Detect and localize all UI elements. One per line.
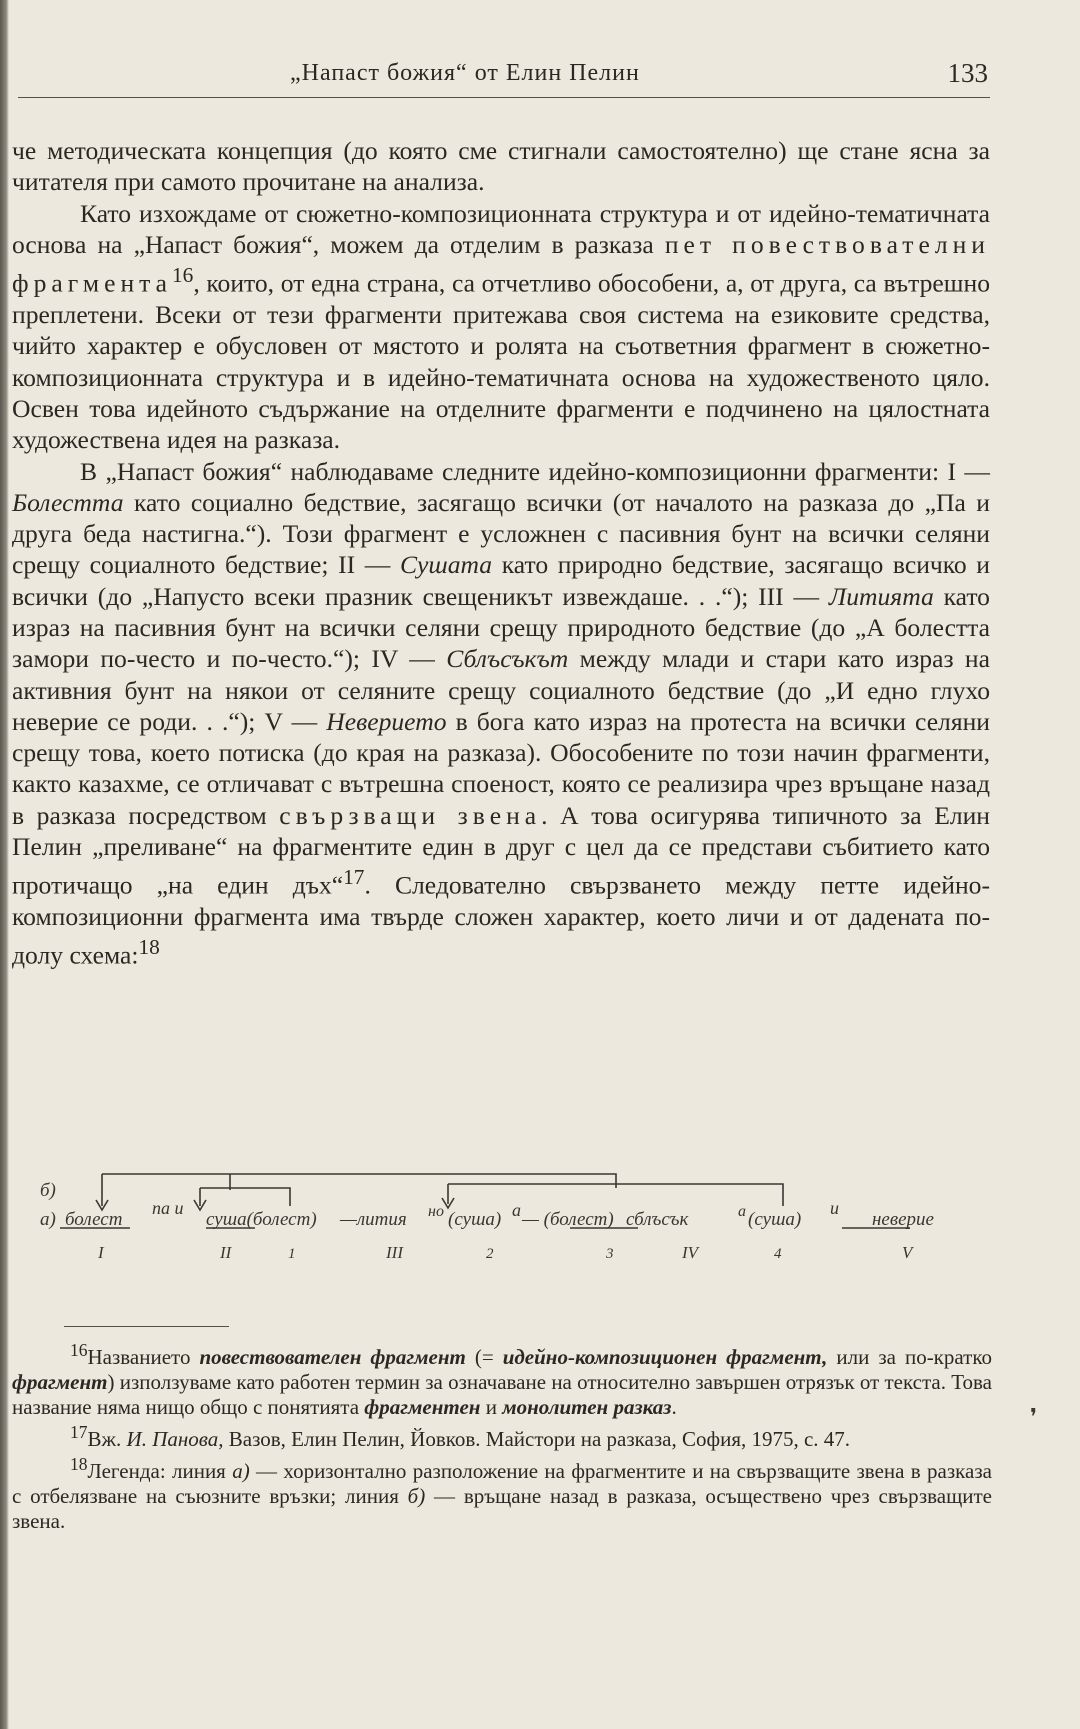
line-b-label: б): [40, 1180, 56, 1201]
footnote-rule: [64, 1326, 229, 1327]
p3-text-1: В „Напаст божия“ наблюдаваме следните идейно-композиционни фрагменти: I —: [80, 456, 990, 486]
fn16-e2: идейно-композиционен фрагмент,: [502, 1345, 828, 1369]
p2-text-b: , които, от една страна, са отчетливо обособени, а, от друга, са вътрешно преплетени. Всеки от тези фрагменти притежава своя система на езиковите средства, чийто характер е обусловен от мястото и ролята на съответния фрагмент в сюжетно-композиционната структура и в идейно-тематичната основа на художественото цяло. Освен това идейното съдържание на отделните фрагменти е подчинено на цялостната художествена идея на разказа.: [12, 268, 990, 455]
p3-text-4: като израз на пасивния бунт на всички селяни срещу природното бедствие (до „А болестта замори по-често и по-често.“); IV —: [12, 581, 990, 674]
node-no: но: [428, 1203, 444, 1220]
fragment-name-2: Сушата: [399, 550, 493, 580]
body-text: [12, 135, 990, 971]
node-susha-4: (суша): [748, 1209, 802, 1230]
line-a-label: а): [40, 1209, 56, 1230]
fn16-t1: Названието: [87, 1345, 200, 1369]
p3-text-2: като социално бедствие, засягащо всички (от началото на разказа до „Па и друга беда настигна.“). Този фрагмент е усложнен с пасивния бунт на всички селяни срещу социалното бедствие; II —: [12, 487, 990, 580]
fn16-t2: (=: [465, 1345, 503, 1369]
node-i: и: [830, 1198, 839, 1218]
numeral-III: III: [386, 1243, 403, 1262]
numeral-2: 2: [486, 1246, 494, 1262]
footnote-16-number: 16: [70, 1340, 88, 1360]
fragment-name-4: Сблъсъкът: [446, 644, 569, 674]
fn18-b: б): [407, 1484, 426, 1508]
fragment-name-1: Болестта: [12, 487, 124, 517]
footnote-ref-18: 18: [138, 935, 160, 960]
footnote-ref-17: 17: [343, 865, 365, 890]
node-pa-i: па и: [152, 1198, 184, 1218]
node-a-2: а: [738, 1203, 746, 1220]
numeral-I: I: [98, 1243, 104, 1262]
scheme-svg: [30, 1168, 990, 1278]
footnote-16: [12, 1338, 992, 1420]
numeral-II: II: [220, 1243, 232, 1262]
p3-text-8: . Следователно свързването между петте идейно-композиционни фрагмента има твърде сложен характер, което личи и от дадената по-долу схема:: [12, 870, 990, 971]
node-susha-bolest: суша(болест): [206, 1209, 317, 1230]
return-line-b-top: [102, 1174, 616, 1188]
fn18-a: а): [232, 1459, 250, 1483]
header-rule: [18, 97, 990, 98]
footnotes: [12, 1338, 992, 1534]
fn17-t2: Вазов, Елин Пелин, Йовков. Майстори на разказа, София, 1975, с. 47.: [223, 1427, 851, 1451]
fn16-e1: повествователен фрагмент: [199, 1345, 466, 1369]
node-bolest: болест: [65, 1209, 123, 1230]
numeral-V: V: [902, 1243, 913, 1262]
paragraph-1: [12, 135, 990, 198]
fn17-author: И. Панова,: [126, 1427, 224, 1451]
node-susha-2: (суша): [448, 1209, 502, 1230]
numeral-1: 1: [288, 1246, 296, 1262]
fn16-e4: фрагментен: [364, 1395, 481, 1419]
fn16-t4: ) използуваме като работен термин за означаване на относително завършен отрязък от текста. Това название няма нищо общо с понятията: [12, 1370, 992, 1419]
footnote-17: [12, 1420, 992, 1452]
running-header: [0, 56, 988, 96]
fragment-name-3: Литията: [828, 581, 934, 611]
numeral-IV: IV: [682, 1243, 699, 1262]
p3-text-6: в бога като израз на протеста на всички селяни срещу това, което потиска (до края на разказа). Обособените по този начин фрагменти, както казахме, се отличават с вътрешна споеност, която се реализира чрез връщане назад в разказа посредством: [12, 706, 990, 830]
stray-ink-mark: ❜: [1030, 1404, 1038, 1429]
p3-text-7: . А това осигурява типичното за Елин Пелин „преливане“ на фрагментите един в друг с цел да се представи събитието като протичащо „на един дъх“: [12, 800, 990, 900]
fn16-t3: или за по-кратко: [827, 1345, 992, 1369]
fn18-t3: — връщане назад в разказа, осъществено чрез свързващите звена.: [12, 1484, 992, 1533]
p2-text-a: Като изхождаме от сюжетно-композиционната структура и от идейно-тематичната основа на „Напаст божия“, можем да отделим в разказа: [12, 198, 990, 259]
paragraph-3: [12, 456, 990, 972]
footnote-18: [12, 1452, 992, 1534]
footnote-17-number: 17: [70, 1422, 88, 1442]
node-neverie: неверие: [872, 1209, 934, 1230]
numeral-3: 3: [606, 1246, 614, 1262]
fragment-scheme-diagram: [30, 1168, 990, 1278]
return-line-b-3: [200, 1188, 290, 1206]
paragraph-2: [12, 198, 990, 456]
node-litiya: —лития: [340, 1209, 407, 1230]
p3-spaced-term: свързващи звена: [279, 800, 542, 830]
p3-text-3: като природно бедствие, засягащо всичко и всички (до „Напусто всеки празник свещеникът извеждаше. . .“); III —: [12, 550, 991, 611]
fn16-e3: фрагмент: [12, 1370, 108, 1394]
footnote-18-number: 18: [70, 1454, 88, 1474]
fn16-t5: и: [480, 1395, 503, 1419]
running-title: „Напаст божия“ от Елин Пелин: [290, 60, 640, 86]
footnote-ref-16: 16: [172, 263, 194, 288]
numeral-4: 4: [774, 1246, 782, 1262]
node-sblasak: сблъсък: [626, 1209, 689, 1230]
node-bolest-3: — (болест): [522, 1209, 614, 1230]
page-number: 133: [947, 58, 988, 88]
fn18-t1: Легенда: линия: [87, 1459, 233, 1483]
paragraph-1-text: че методическата концепция (до която сме стигнали самостоятелно) ще стане ясна за читателя при самото прочитане на анализа.: [12, 136, 990, 197]
fn18-t2: — хоризонтално разположение на фрагментите и на свързващите звена в разказа с отбелязване на съюзните връзки; линия: [12, 1459, 992, 1508]
p3-text-5: между млади и стари като израз на активния бунт на някои от селяните срещу социалното бедствие (до „И едно глухо неверие се роди. . .“); V —: [12, 644, 990, 736]
p2-spaced-term: пет повествователни фрагмента: [12, 229, 990, 298]
fn16-t6: .: [671, 1395, 677, 1419]
node-a-1: а: [512, 1200, 521, 1220]
fn16-e5: монолитен разказ: [502, 1395, 672, 1419]
fn17-t1: Вж.: [87, 1427, 127, 1451]
fragment-name-5: Неверието: [326, 706, 447, 736]
